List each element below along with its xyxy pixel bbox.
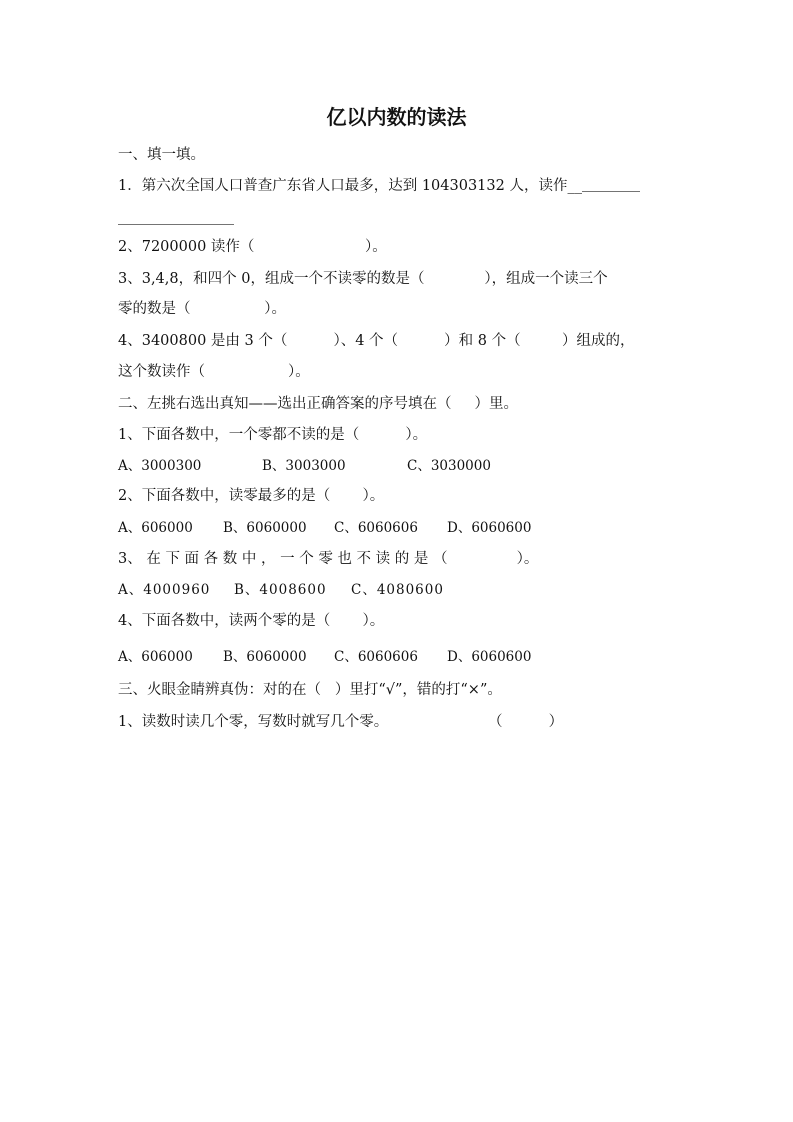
mc-question-2: 2、下面各数中，读零最多的是（ ）。 [118, 488, 385, 504]
section-1-heading: 一、填一填。 [118, 147, 205, 163]
mc-question-1: 1、下面各数中，一个零都不读的是（ ）。 [118, 427, 428, 443]
question-4-line-2: 这个数读作（ ）。 [118, 364, 310, 380]
section-3-heading: 三、火眼金睛辨真伪：对的在（ ）里打“√”，错的打“×”。 [118, 682, 502, 698]
mc-question-3-option-a: A、4000960 [118, 582, 211, 598]
mc-question-4-option-a: A、606000 [118, 649, 193, 665]
page-title: 亿以内数的读法 [326, 105, 467, 129]
mc-question-4-option-c: C、6060606 [334, 649, 418, 665]
mc-question-3: 3、 在 下 面 各 数 中 ， 一 个 零 也 不 读 的 是 （ ）。 [118, 551, 539, 567]
mc-question-2-option-a: A、606000 [118, 520, 193, 536]
mc-question-2-option-c: C、6060606 [334, 520, 418, 536]
mc-question-1-option-a: A、3000300 [118, 458, 202, 474]
mc-question-1-option-b: B、3003000 [262, 458, 346, 474]
question-2: 2、7200000 读作（ ）。 [118, 239, 387, 255]
question-1-line-2: ＿＿＿＿＿＿＿＿ [118, 211, 234, 227]
mc-question-4-option-d: D、6060600 [447, 649, 532, 665]
mc-question-3-option-c: C、4080600 [351, 582, 444, 598]
mc-question-4: 4、下面各数中，读两个零的是（ ）。 [118, 613, 385, 629]
true-false-question-1: 1、读数时读几个零，写数时就写几个零。 [118, 714, 389, 730]
mc-question-2-option-b: B、6060000 [223, 520, 307, 536]
true-false-answer-blank: （ ） [488, 714, 564, 730]
question-1-line-1: 1．第六次全国人口普查广东省人口最多，达到 104303132 人，读作__＿＿＿＿ [118, 178, 640, 194]
question-3-line-1: 3、3,4,8，和四个 0，组成一个不读零的数是（ ），组成一个读三个 [118, 271, 608, 287]
mc-question-3-option-b: B、4008600 [234, 582, 327, 598]
section-2-heading: 二、左挑右选出真知——选出正确答案的序号填在（ ）里。 [118, 396, 519, 412]
mc-question-1-option-c: C、3030000 [407, 458, 491, 474]
question-4-line-1: 4、3400800 是由 3 个（ ）、4 个（ ）和 8 个（ ）组成的， [118, 333, 635, 349]
question-3-line-2: 零的数是（ ）。 [118, 301, 286, 317]
mc-question-4-option-b: B、6060000 [223, 649, 307, 665]
mc-question-2-option-d: D、6060600 [447, 520, 532, 536]
